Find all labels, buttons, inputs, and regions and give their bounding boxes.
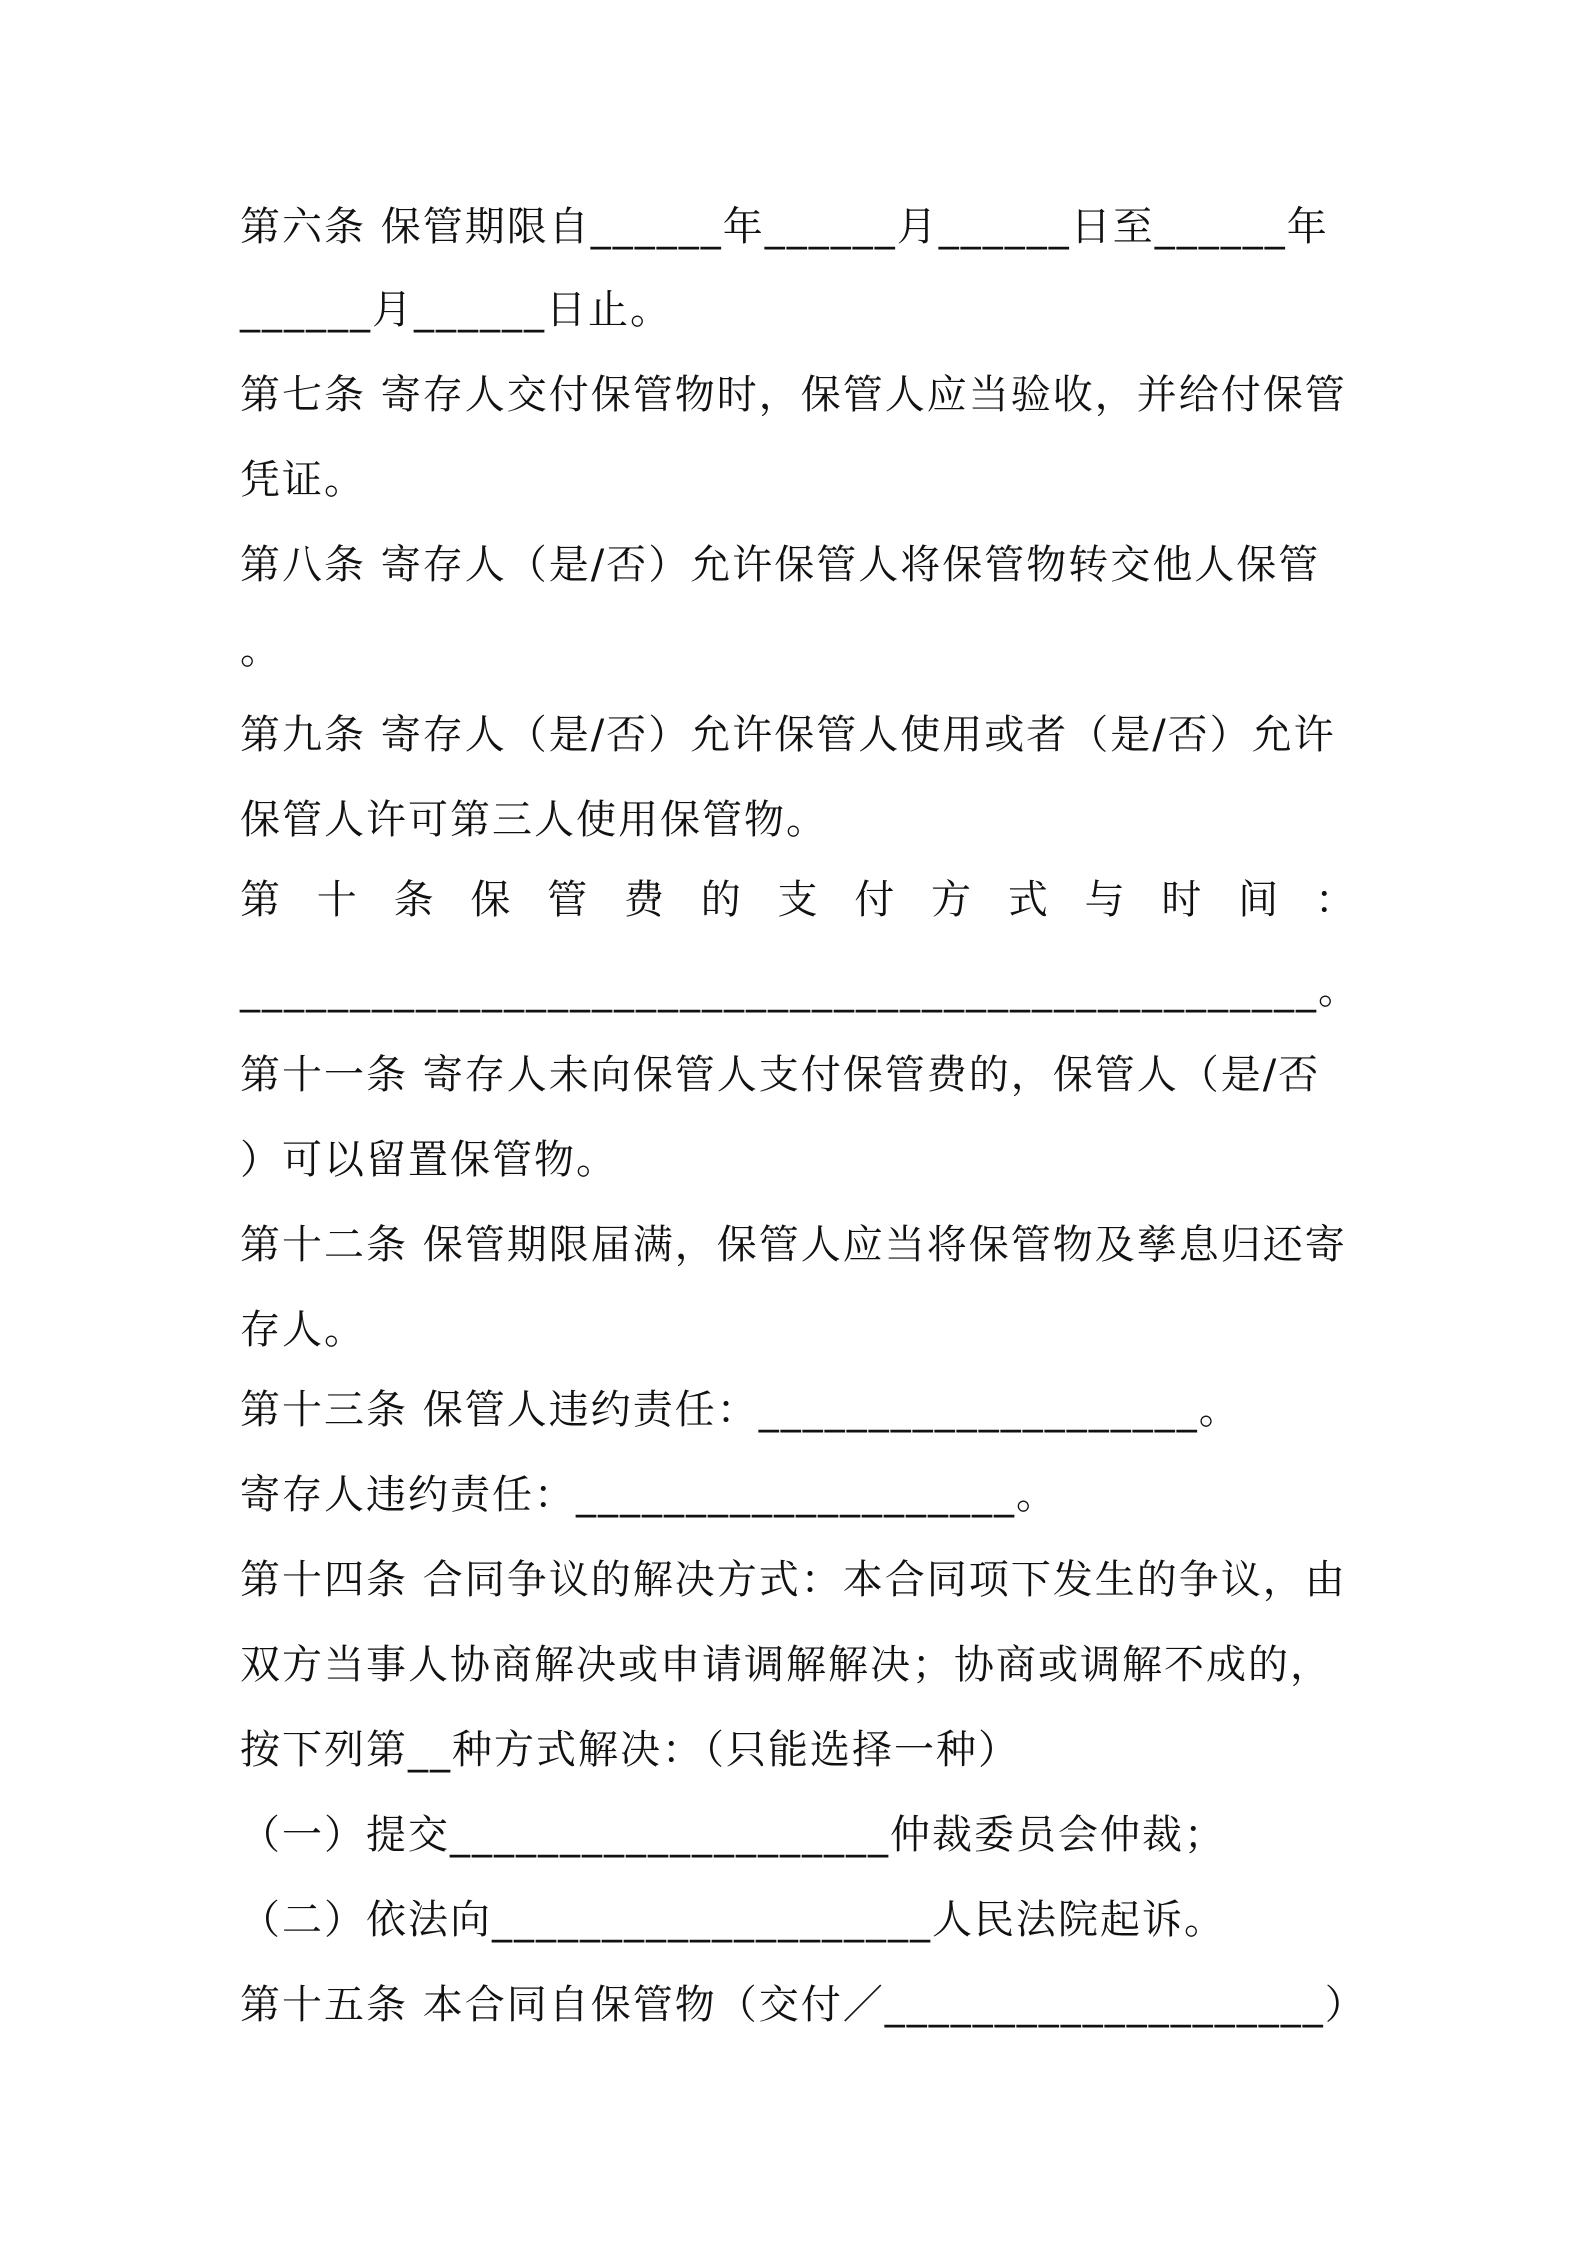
article-14-line-2: 双方当事人协商解决或申请调解解决；协商或调解不成的， (240, 1642, 1332, 1688)
article-6-line-1: 第六条 保管期限自______年______月______日至______年 (240, 204, 1329, 250)
spread-character: 保 (470, 877, 511, 923)
article-13-line-2: 寄存人违约责任：____________________。 (240, 1472, 1058, 1518)
article-14-option-1: （一）提交____________________仲裁委员会仲裁； (240, 1812, 1226, 1858)
article-14-line-1: 第十四条 合同争议的解决方式：本合同项下发生的争议，由 (240, 1557, 1347, 1603)
spread-character: ： (1314, 877, 1355, 923)
spread-character: 条 (393, 877, 434, 923)
article-14-option-2: （二）依法向____________________人民法院起诉。 (240, 1897, 1226, 1943)
spread-character: 支 (777, 877, 818, 923)
article-14-line-3: 按下列第__种方式解决：（只能选择一种） (240, 1727, 1020, 1773)
article-15-line-1: 第十五条 本合同自保管物（交付／____________________） (240, 1982, 1367, 2028)
article-8-line-1: 第八条 寄存人（是/否）允许保管人将保管物转交他人保管 (240, 542, 1321, 588)
article-12-line-1: 第十二条 保管期限届满，保管人应当将保管物及孳息归还寄 (240, 1222, 1347, 1268)
spread-character: 与 (1084, 877, 1125, 923)
spread-character: 方 (931, 877, 972, 923)
article-12-line-2: 存人。 (240, 1307, 366, 1353)
article-11-line-2: ）可以留置保管物。 (240, 1137, 618, 1183)
article-8-line-2: 。 (240, 627, 282, 673)
spread-character: 式 (1007, 877, 1048, 923)
article-9-line-2: 保管人许可第三人使用保管物。 (240, 797, 828, 843)
article-6-line-2: ______月______日止。 (240, 287, 672, 333)
article-10-line-1 (240, 870, 1355, 930)
spread-character: 时 (1161, 877, 1202, 923)
spread-character: 费 (623, 877, 664, 923)
article-7-line-2: 凭证。 (240, 457, 366, 503)
article-10-line-2: _________________________________________________。 (240, 967, 1360, 1013)
article-7-line-1: 第七条 寄存人交付保管物时，保管人应当验收，并给付保管 (240, 372, 1347, 418)
spread-character: 付 (854, 877, 895, 923)
spread-character: 十 (316, 877, 357, 923)
spread-character: 的 (700, 877, 741, 923)
spread-character: 第 (240, 877, 280, 923)
spread-character: 管 (547, 877, 588, 923)
article-11-line-1: 第十一条 寄存人未向保管人支付保管费的，保管人（是/否 (240, 1052, 1321, 1098)
spread-character: 间 (1238, 877, 1279, 923)
article-9-line-1: 第九条 寄存人（是/否）允许保管人使用或者（是/否）允许 (240, 712, 1336, 758)
article-13-line-1: 第十三条 保管人违约责任：____________________。 (240, 1387, 1241, 1433)
